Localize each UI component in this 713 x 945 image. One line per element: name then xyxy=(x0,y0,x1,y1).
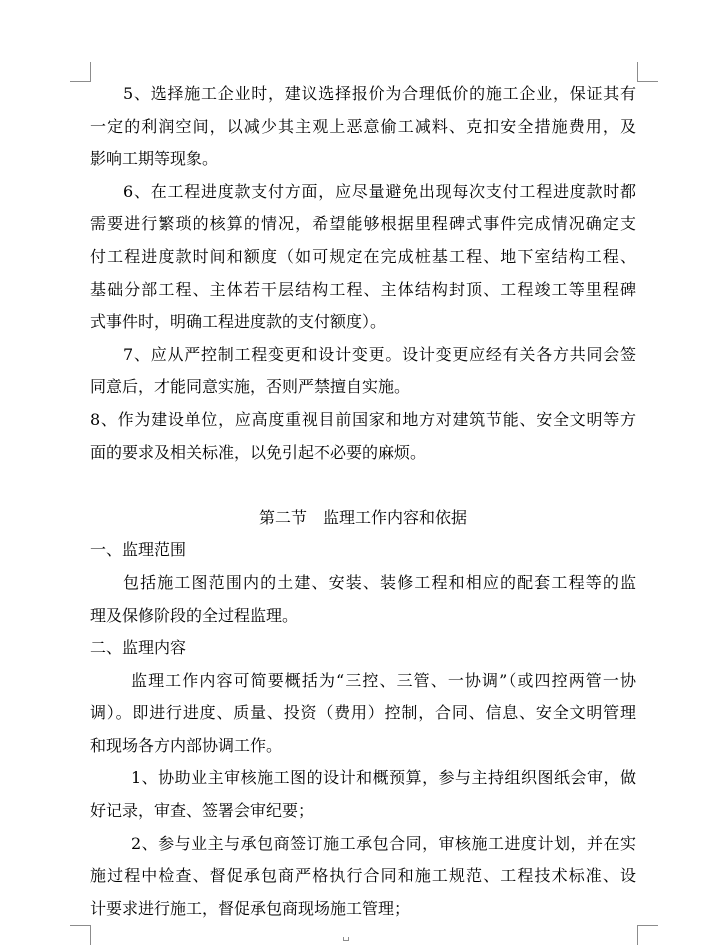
text-line: 6、在工程进度款支付方面，应尽量避免出现每次支付工程进度款时都 xyxy=(123,181,636,201)
subsection-title-scope: 一、监理范围 xyxy=(90,540,187,560)
paragraph-item-7 xyxy=(90,339,636,404)
text-line: 影响工期等现象。 xyxy=(90,149,219,169)
text-line: 5、选择施工企业时，建议选择报价为合理低价的施工企业，保证其有 xyxy=(123,84,636,103)
text-line: 施过程中检查、督促承包商严格执行合同和施工规范、工程技术标准、设 xyxy=(90,866,636,886)
text-line: 需要进行繁琐的核算的情况，希望能够根据里程碑式事件完成情况确定支 xyxy=(90,214,636,234)
document-body xyxy=(90,78,636,925)
text-line: 理及保修阶段的全过程监理。 xyxy=(90,605,299,625)
crop-mark-top-left-horizontal xyxy=(70,81,90,82)
text-line: 基础分部工程、主体若干层结构工程、主体结构封顶、工程竣工等里程碑 xyxy=(90,279,636,299)
text-line: 一定的利润空间，以减少其主观上恶意偷工减料、克扣安全措施费用，及 xyxy=(90,116,636,136)
text-line: 7、应从严控制工程变更和设计变更。设计变更应经有关各方共同会签 xyxy=(123,344,636,364)
crop-mark-bottom-left-horizontal xyxy=(70,925,90,926)
text-line: 2、参与业主与承包商签订施工承包合同，审核施工进度计划，并在实 xyxy=(131,833,636,853)
text-line: 同意后，才能同意实施，否则严禁擅自实施。 xyxy=(90,377,411,397)
crop-mark-bottom-right-vertical xyxy=(637,925,638,945)
crop-mark-top-right-horizontal xyxy=(638,81,658,82)
text-line: 监理工作内容可简要概括为“三控、三管、一协调”（或四控两管一协 xyxy=(131,670,636,690)
paragraph-item-6 xyxy=(90,176,636,339)
paragraph-item-8 xyxy=(90,404,636,469)
crop-mark-bottom-right-horizontal xyxy=(638,925,658,926)
section-heading: 第二节 监理工作内容和依据 xyxy=(258,507,467,527)
crop-mark-top-right-vertical xyxy=(637,62,638,82)
text-line: 包括施工图范围内的土建、安装、装修工程和相应的配套工程等的监 xyxy=(123,572,636,592)
subsection-title-content: 二、监理内容 xyxy=(90,638,187,658)
text-line: 付工程进度款时间和额度（如可规定在完成桩基工程、地下室结构工程、 xyxy=(90,246,636,266)
paragraph-content-point-1 xyxy=(90,762,636,827)
text-line: 1、协助业主审核施工图的设计和概预算，参与主持组织图纸会审，做 xyxy=(131,768,636,788)
paragraph-item-5 xyxy=(90,78,636,176)
paragraph-mark-icon xyxy=(343,937,349,941)
text-line: 面的要求及相关标准，以免引起不必要的麻烦。 xyxy=(90,442,427,462)
paragraph-scope xyxy=(90,567,636,632)
text-line: 调）。即进行进度、质量、投资（费用）控制，合同、信息、安全文明管理 xyxy=(90,703,636,723)
crop-mark-bottom-left-vertical xyxy=(90,925,91,945)
text-line: 和现场各方内部协调工作。 xyxy=(90,735,283,755)
text-line: 好记录，审查、签署会审纪要； xyxy=(90,801,315,821)
text-line: 计要求进行施工，督促承包商现场施工管理； xyxy=(90,898,411,918)
text-line: 8、作为建设单位，应高度重视目前国家和地方对建筑节能、安全文明等方 xyxy=(90,409,636,429)
paragraph-content-intro xyxy=(90,665,636,763)
paragraph-content-point-2 xyxy=(90,828,636,926)
blank-line xyxy=(90,469,636,502)
text-line: 式事件时，明确工程进度款的支付额度）。 xyxy=(90,312,387,332)
